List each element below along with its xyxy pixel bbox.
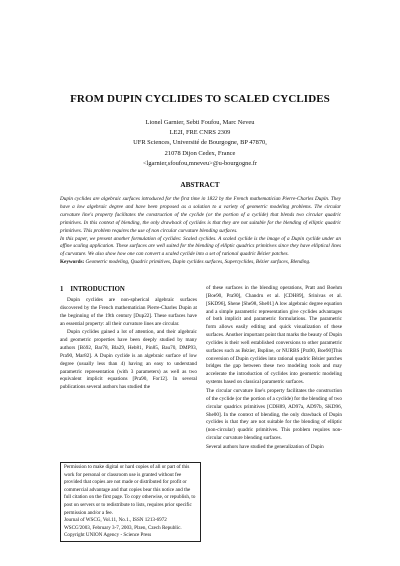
body-paragraph: The circular curvature line's property facilitates the construction of the cyclide (or the portion of a cyclide) for the blending of two circular quadrics primitives [CDH89, AD97a, AD97b, SKD96, She00]. In the context of blending, the only drawback of Dupin cyclides is that they are not suitable for the blending of elliptic (non-circular) quadric primitives. This problem requires non-circular curvature blending surfaces. — [206, 387, 342, 442]
section-number: 1 — [60, 286, 64, 293]
author-city: 21078 Dijon Cedex, France — [164, 149, 236, 157]
paper-title: FROM DUPIN CYCLIDES TO SCALED CYCLIDES — [70, 93, 330, 105]
author-lab: LE2I, FRE CNRS 2309 — [169, 129, 231, 137]
permission-notice — [60, 462, 201, 542]
author-email: <lgarnier,sfoufou,mneveu>@u-bourgogne.fr — [142, 159, 258, 167]
abstract-paragraph: In this paper, we present another formulation of cyclides: Scaled cyclides. A scaled cyclide is the image of a Dupin cyclide under an affine scaling application. These surfaces are well suited for the blending of elliptic quadrics primitives since they have elliptical lines of curvature. We also show how one can convert a scaled cyclide into a set of rational quadric Bézier patches. — [60, 235, 341, 258]
keywords — [60, 259, 341, 267]
keywords-label: Keywords: — [60, 259, 85, 266]
conference-info: WSCG'2003, February 3-7, 2003, Plzen, Czech Republic. — [64, 524, 182, 531]
body-paragraph: Several authors have studied the generalization of Dupin — [206, 443, 324, 450]
abstract-paragraph: Dupin cyclides are algebraic surfaces introduced for the first time in 1822 by the French mathematician Pierre-Charles Dupin. They have a low algebraic degree and have been proposed as a solution to a variety of geometric modeling problems. The circular curvature line's property facilitates the construction of the cyclide (or the portion of a cyclide) that blends two circular quadric primitives. In this context of blending, the only drawback of cyclides is that they are not suitable for the blending of elliptic quadric primitives. This problem requires the use of non circular curvature blending surfaces. — [60, 196, 341, 234]
author-names: Lionel Garnier, Sebti Foufou, Marc Neveu — [145, 119, 255, 126]
keywords-text: Geometric modeling, Quadric primitives, Dupin cyclides surfaces, Supercyclides, Bézier surfaces, Blending. — [85, 259, 311, 266]
copyright-info: Copyright UNION Agency - Science Press — [64, 532, 152, 539]
permission-text: Permission to make digital or hard copies of all or part of this work for personal or classroom use is granted without fee provided that copies are not made or distributed for profit or commercial advantage and that copies bear this notice and the full citation on the first page. To copy otherwise, or republish, to post on servers or to redistribute to lists, requires prior specific permission and/or a fee. — [64, 464, 196, 516]
journal-info: Journal of WSCG, Vol.11, No.1., ISSN 1213-6972 — [64, 517, 167, 524]
right-column — [206, 285, 342, 453]
section-title: INTRODUCTION — [70, 286, 125, 293]
abstract-body — [60, 196, 341, 267]
body-paragraph: Dupin cyclides are non-spherical algebraic surfaces discovered by the French mathematician Pierre-Charles Dupin at the beginning of the 19th century [Dup22]. These surfaces have an essential property: all their curvature lines are circular. — [60, 297, 197, 327]
author-institution: UFR Sciences, Université de Bourgogne, BP 47870, — [133, 139, 267, 147]
section-heading — [60, 285, 197, 294]
body-paragraph: Dupin cyclides gained a lot of attention, and their algebraic and geometric properties have been deeply studied by many authors [Bö92, Bar78, Bla29, Heb81, Pin85, Bau70, DMP93, Pra90, Mar82]. A Dupin cyclide is an algebraic surface of low degree (usually less than 4) having an easy to understand parametric representation (with 3 parameters) as well as two equivalent implicit equations [Pra90, For12]. In several publications several authors has studied the — [60, 329, 197, 391]
author-block — [0, 118, 400, 169]
abstract-heading: ABSTRACT — [180, 181, 220, 189]
body-paragraph: of these surfaces in the blending operations, Pratt and Boehm [Boe90, Pra90], Chandru et al. [CDH89], Srinivas et al. [SKD96], Shene [She98, She01] A low algebraic degree equation and a simple parametric representation give cyclides advantages of both implicit and parametric formulations. The parametric form allows easily editing and quick visualization of these surfaces. Another important point that marks the beauty of Dupin cyclides is their well established conversions to other parametric surfaces such as Bézier, Bspline, or NURBS [Pra90, Boe90]This conversion of Dupin cyclides into rational quadric Bézier patches bridges the gap between these two modeling tools and may accelerate the introduction of cyclides into geometric modeling systems based on classical parametric surfaces. — [206, 285, 342, 386]
left-column — [60, 285, 197, 393]
